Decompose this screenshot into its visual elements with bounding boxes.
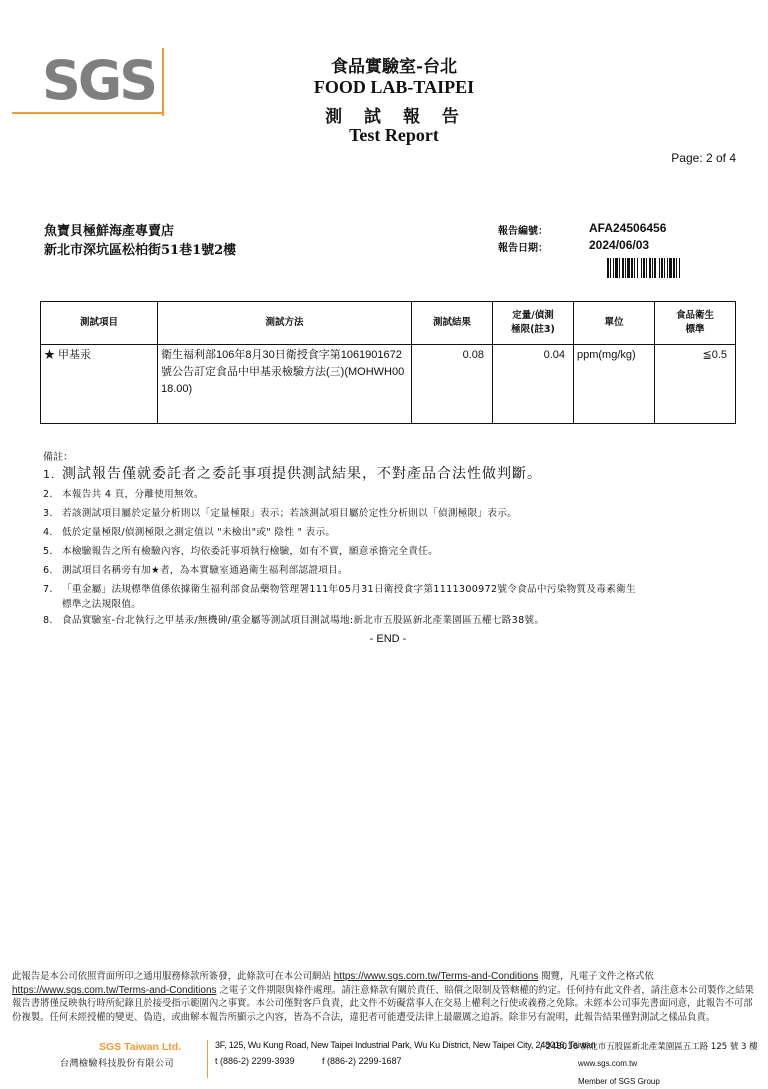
footer-disclaimer (12, 970, 756, 1024)
company-address-zh: / 248016 新北市五股區新北產業園區五工路 125 號 3 樓 (540, 1042, 758, 1052)
note-text: 標準之法規限值。 (62, 599, 142, 610)
cell-result: 0.08 (412, 345, 493, 424)
note-number: 8. (43, 615, 53, 626)
note-text: 若該測試項目屬於定量分析則以「定量極限」表示；若該測試項目屬於定性分析則以「偵測極限」表示。 (62, 508, 518, 519)
report-no-label: 報告編號： (498, 226, 548, 237)
barcode (607, 258, 711, 278)
footer-divider (207, 1040, 208, 1078)
note-text: 食品實驗室-台北執行之甲基汞/無機砷/重金屬等測試項目測試場地:新北市五股區新北產業園區五權七路38號。 (62, 615, 545, 626)
disclaimer-text: 閱覽，凡電子文件之格式依 (541, 971, 654, 982)
col-header-result: 測試結果 (412, 302, 493, 345)
col-header-method: 測試方法 (158, 302, 412, 345)
note-item (43, 545, 733, 559)
note-item (43, 488, 733, 502)
note-text: 本報告共 4 頁，分離使用無效。 (62, 489, 204, 500)
notes-title: 備註： (43, 452, 73, 463)
disclaimer-text: 此報告是本公司依照背面所印之通用服務條款所簽發，此條款可在本公司網站 (12, 971, 331, 982)
client-address: 新北市深坑區松柏街51巷1號2樓 (44, 243, 237, 258)
company-name-zh: 台灣檢驗科技股份有限公司 (60, 1059, 175, 1069)
report-date-label: 報告日期： (498, 243, 548, 254)
report-date-value: 2024/06/03 (589, 238, 650, 252)
company-website[interactable]: www.sgs.com.tw (578, 1059, 638, 1068)
company-phone: t (886-2) 2299-3939 (215, 1056, 295, 1066)
table-header-row (41, 302, 736, 345)
report-no-value: AFA24506456 (589, 221, 667, 235)
note-text: 測試報告僅就委託者之委託事項提供測試結果，不對產品合法性做判斷。 (62, 466, 542, 482)
lab-title-zh: 食品實驗室-台北 (330, 57, 458, 77)
company-fax: f (886-2) 2299-1687 (322, 1056, 402, 1066)
terms-link[interactable]: https://www.sgs.com.tw/Terms-and-Conditions (12, 984, 217, 996)
col-header-item: 測試項目 (41, 302, 158, 345)
col-header-standard: 食品衛生 標準 (655, 302, 736, 345)
note-number: 5. (43, 546, 53, 557)
table-row (41, 345, 736, 424)
note-text: 測試項目名稱旁有加★者，為本實驗室通過衛生福利部認證項目。 (62, 565, 348, 576)
page-number: Page: 2 of 4 (671, 151, 736, 165)
lab-title-en: FOOD LAB-TAIPEI (313, 77, 475, 97)
logo-text: SGS (42, 49, 156, 112)
client-name: 魚寶貝極鮮海產專賣店 (44, 224, 175, 239)
col-header-loq: 定量/偵測 極限(註3) (493, 302, 574, 345)
sgs-group-member: Member of SGS Group (578, 1077, 660, 1086)
note-number: 4. (43, 527, 53, 538)
note-number: 6. (43, 565, 53, 576)
cell-loq: 0.04 (493, 345, 574, 424)
company-address-en: 3F, 125, Wu Kung Road, New Taipei Industrial Park, Wu Ku District, New Taipei City, 248016, Taiwan (215, 1040, 596, 1050)
note-number: 7. (43, 584, 53, 595)
col-header-unit: 單位 (574, 302, 655, 345)
note-item (43, 564, 733, 578)
note-text: 「重金屬」法規標準值係依據衛生福利部食品藥物管理署111年05月31日衛授食字第1111300972號令食品中污染物質及毒素衛生 (62, 584, 636, 595)
note-item (43, 583, 733, 597)
company-name-en: SGS Taiwan Ltd. (99, 1041, 182, 1053)
note-number: 1. (43, 468, 56, 481)
note-item (43, 614, 733, 628)
note-number: 2. (43, 489, 53, 500)
note-number: 3. (43, 508, 53, 519)
cell-method: 衛生福利部106年8月30日衛授食字第1061901672號公告訂定食品中甲基汞檢驗方法(三)(MOHWH0018.00) (158, 345, 412, 424)
note-item (43, 467, 733, 482)
note-item (43, 526, 733, 540)
report-title-en: Test Report (349, 125, 439, 145)
report-title-zh: 測 試 報 告 (325, 107, 467, 127)
end-marker: - END - (369, 633, 407, 645)
note-text: 低於定量極限/偵測極限之測定值以 "未檢出"或" 陰性 " 表示。 (62, 527, 336, 538)
note-item (43, 507, 733, 521)
note-item-continued (62, 598, 752, 612)
cell-unit: ppm(mg/kg) (574, 345, 655, 424)
terms-link[interactable]: https://www.sgs.com.tw/Terms-and-Conditions (333, 971, 539, 982)
cell-item: ★ 甲基汞 (41, 345, 158, 424)
cell-standard: ≦0.5 (655, 345, 736, 424)
results-table (40, 301, 736, 424)
note-text: 本檢驗報告之所有檢驗內容，均依委託事項執行檢驗，如有不實，願意承擔完全責任。 (62, 546, 438, 557)
disclaimer-text: 之電子文件期限與條件處理。請注意條款有關於責任、賠償之限制及管轄權的約定。任何持有此文件者，請注意本公司製作之結果報告書將僅反映執行時所紀錄且於接受指示範圍內之事實。本公司僅對客戶負責，此文件不妨礙當事人在交易上權利之行使或義務之免除。未經本公司事先書面同意，此報告不可部份複製。任何未經授權的變更、偽造、或曲解本報告所顯示之內容，皆為不合法，違犯者可能遭受法律上最嚴厲之追訴。除非另有說明，此報告結果僅對測試之樣品負責。 (12, 984, 754, 1023)
